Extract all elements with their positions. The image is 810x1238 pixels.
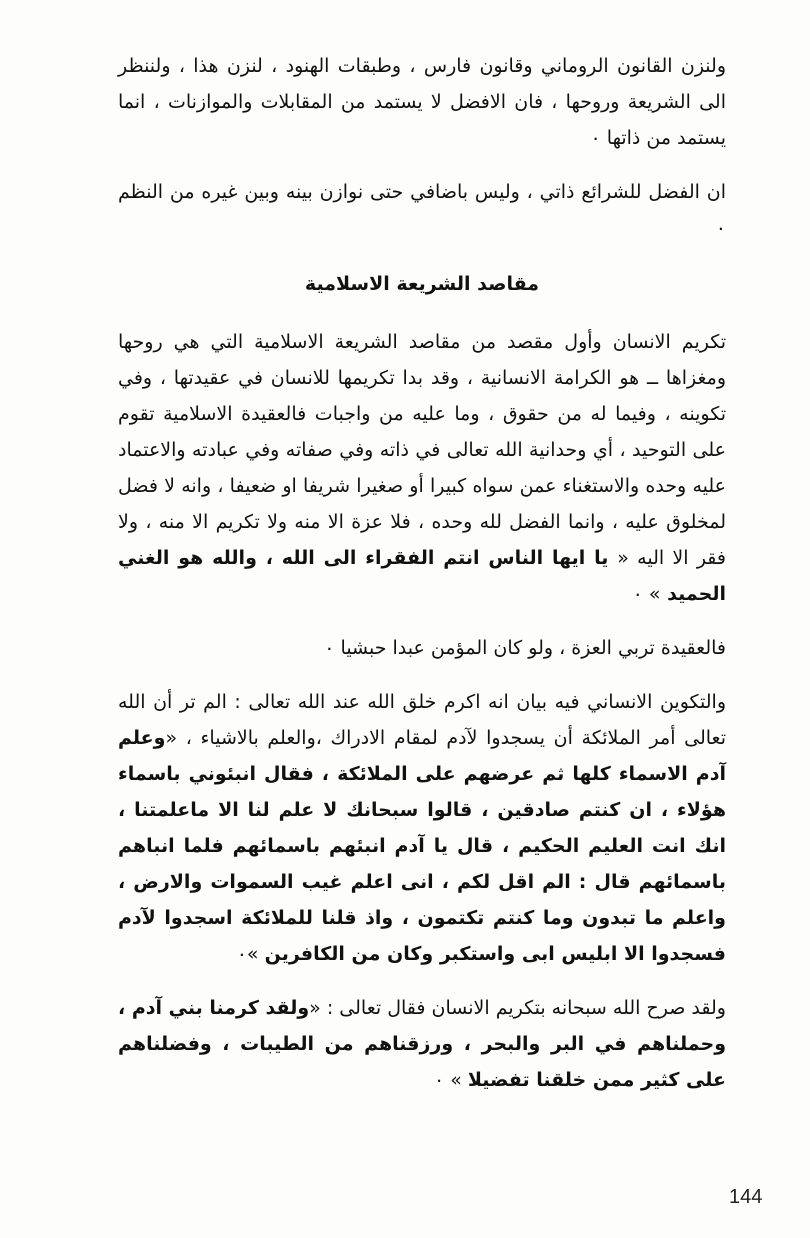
- paragraph-4: فالعقيدة تربي العزة ، ولو كان المؤمن عبدا حبشيا ٠: [324, 637, 726, 659]
- paragraph-6-end: » ٠: [433, 1069, 468, 1091]
- paragraph-5-quran-quote: وعلم آدم الاسماء كلها ثم عرضهم على الملائكة ، فقال انبئوني باسماء هؤلاء ، ان كنتم صادقين ، قالوا سبحانك لا علم لنا الا ماعلمتنا ، انك انت العليم الحكيم ، قال يا آدم انبئهم باسمائهم فلما انباهم باسمائهم قال : الم اقل لكم ، انى اعلم غيب السموات والارض ، واعلم ما تبدون وما كنتم تكتمون ، واذ قلنا للملائكة اسجدوا لآدم فسجدوا الا ابليس ابى واستكبر وكان من الكافرين: [118, 727, 726, 965]
- page-body: [118, 48, 726, 1116]
- paragraph-3-end: » ٠: [632, 583, 661, 605]
- page-number: 144: [729, 1186, 763, 1208]
- paragraph-1: ولنزن القانون الروماني وقانون فارس ، وطبقات الهنود ، لنزن هذا ، ولننظر الى الشريعة وروحها ، فان الافضل لا يستمد من المقابلات والموازنات ، انما يستمد من ذاتها ٠: [118, 55, 726, 149]
- paragraph-5-end: »٠: [236, 943, 265, 965]
- paragraph-2: ان الفضل للشرائع ذاتي ، وليس باضافي حتى نوازن بينه وبين غيره من النظم ٠: [118, 181, 726, 239]
- paragraph-5: [118, 684, 726, 972]
- paragraph-3-quran-quote: يا ايها الناس انتم الفقراء الى الله ، والله هو الغني الحميد: [118, 547, 726, 605]
- section-heading: مقاصد الشريعة الاسلامية: [304, 273, 540, 295]
- paragraph-3: [118, 324, 726, 612]
- paragraph-6-quran-quote: ولقد كرمنا بني آدم ، وحملناهم في البر والبحر ، ورزقناهم من الطيبات ، وفضلناهم على كثير ممن خلقنا تفضيلا: [118, 997, 726, 1091]
- paragraph-6: [118, 990, 726, 1098]
- paragraph-3-text: تكريم الانسان وأول مقصد من مقاصد الشريعة الاسلامية التي هي روحها ومغزاها ــ هو الكرامة الانسانية ، وقد بدا تكريمها للانسان في عقيدتها ، وفي تكوينه ، وفيما له من حقوق ، وما عليه من واجبات فالعقيدة الاسلامية تقوم على التوحيد ، أي وحدانية الله تعالى في ذاته وفي صفاته وفي عبادته والاعتماد عليه وحده والاستغناء عمن سواه كبيرا أو صغيرا شريفا او ضعيفا ، وانه لا فضل لمخلوق عليه ، وانما الفضل لله وحده ، فلا عزة الا منه ولا تكريم الا منه ، ولا فقر الا اليه «: [118, 331, 727, 569]
- paragraph-6-text: ولقد صرح الله سبحانه بتكريم الانسان فقال تعالى : «: [309, 997, 726, 1019]
- paragraph-5-text: والتكوين الانساني فيه بيان انه اكرم خلق الله عند الله تعالى : الم تر أن الله تعالى أمر الملائكة أن يسجدوا لآدم لمقام الادراك ،والعلم بالاشياء ، «: [118, 691, 726, 749]
